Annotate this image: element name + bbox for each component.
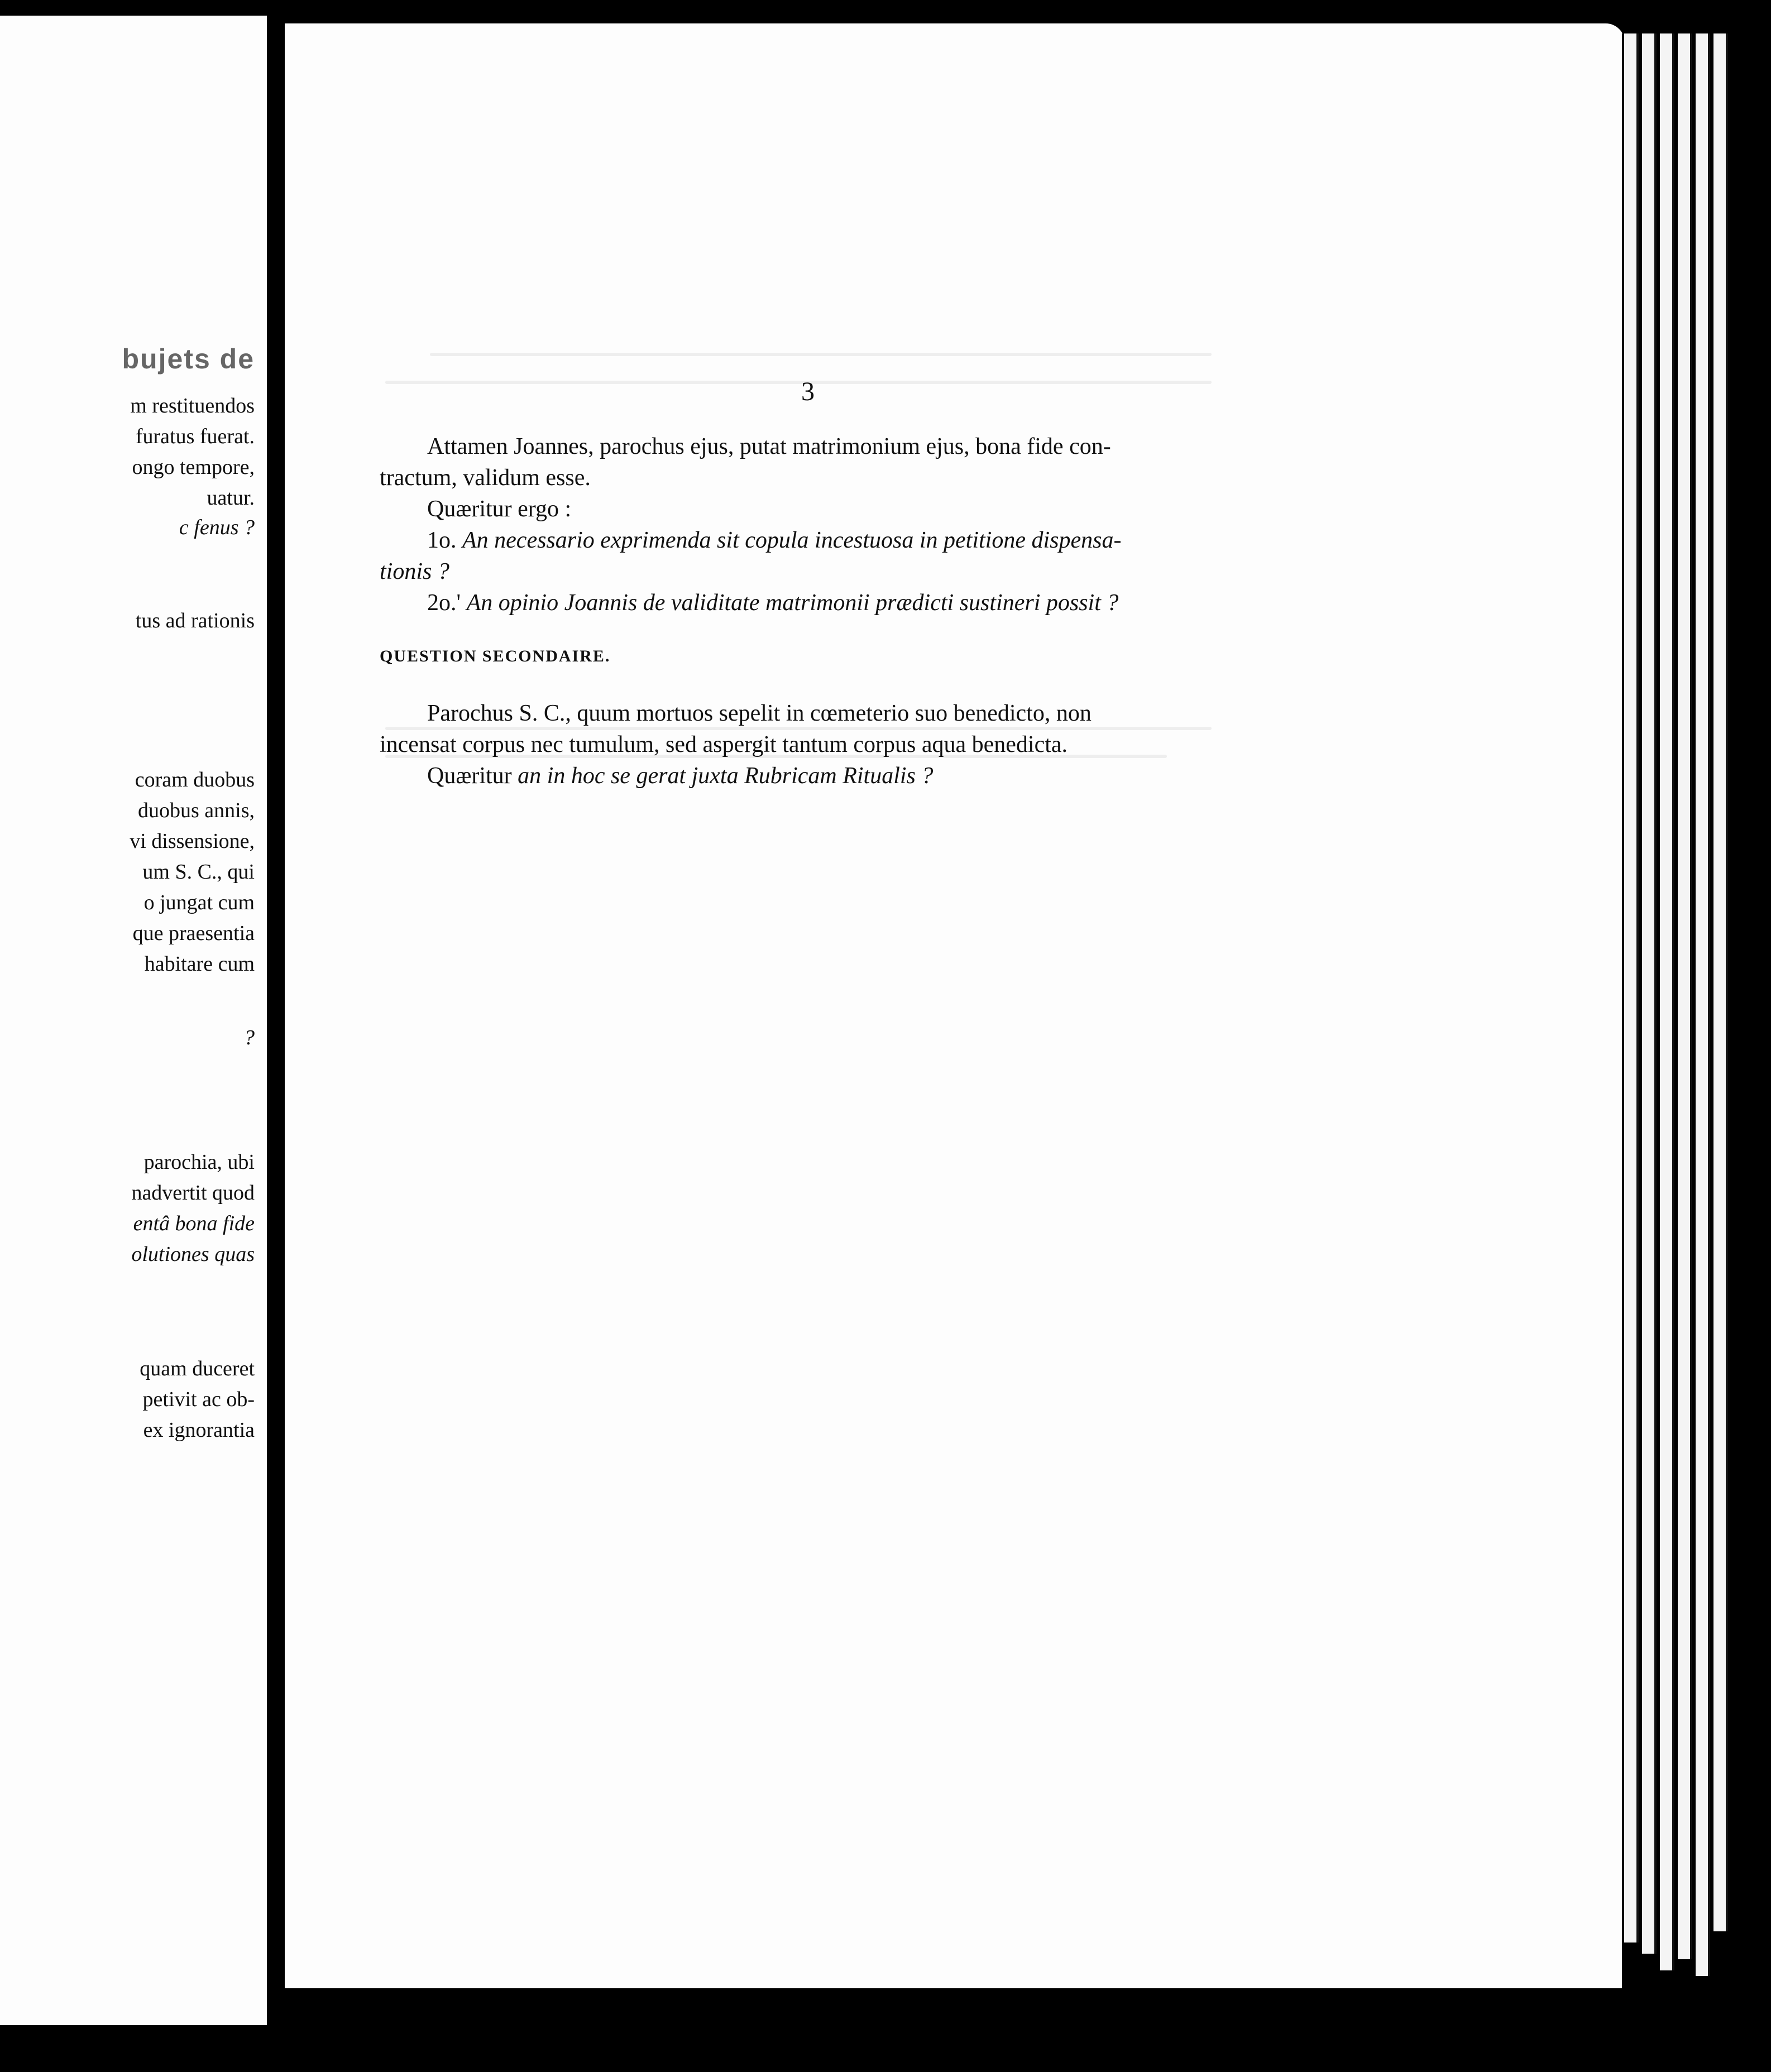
paragraph-parochus-cont <box>380 729 1231 760</box>
question-2 <box>380 587 1231 618</box>
paragraph-quaeritur-ergo <box>380 493 1231 525</box>
left-line: nadvertit quod <box>131 1181 255 1205</box>
left-line: ? <box>244 1026 255 1049</box>
question-text: an in hoc se gerat juxta Rubricam Ritualis ? <box>518 763 934 789</box>
show-through-line <box>385 381 1212 384</box>
page-edge <box>1624 33 1639 1942</box>
question-number: 2o.' <box>427 590 461 616</box>
left-line: que praesentia <box>132 922 255 945</box>
paragraph-text: incensat corpus nec tumulum, sed aspergit tantum corpus aqua benedicta. <box>380 732 1068 757</box>
page-edge <box>1713 33 1728 1931</box>
left-line: o jungat cum <box>143 891 255 914</box>
paragraph-attamen <box>380 431 1231 462</box>
left-heading-fragment: bujets de <box>122 343 255 375</box>
paragraph-text: tractum, validum esse. <box>380 465 591 491</box>
page-edge <box>1678 33 1692 1959</box>
question-1-cont <box>380 556 1231 587</box>
left-line: ex ignorantia <box>143 1418 255 1442</box>
paragraph-text: Quæritur ergo : <box>427 496 572 522</box>
page-edge <box>1642 33 1657 1954</box>
paragraph-text: Quæritur <box>427 763 512 789</box>
left-line: m restituendos <box>130 394 255 418</box>
page-edge <box>1696 33 1710 1976</box>
paragraph-quaeritur-final <box>380 760 1231 792</box>
left-line: duobus annis, <box>138 799 255 822</box>
question-number: 1o. <box>427 527 457 553</box>
left-page-fragment <box>0 16 267 2025</box>
paragraph-parochus <box>380 698 1231 729</box>
left-line: um S. C., qui <box>142 860 255 884</box>
left-line: ongo tempore, <box>132 455 255 479</box>
left-line: petivit ac ob- <box>142 1388 255 1411</box>
show-through-line <box>430 353 1212 356</box>
left-line: c fenus ? <box>179 516 255 539</box>
left-line: entâ bona fide <box>133 1212 255 1235</box>
left-line: tus ad rationis <box>135 609 255 632</box>
question-text: tionis ? <box>380 559 449 584</box>
body-text <box>380 431 1231 792</box>
left-line: olutiones quas <box>131 1243 255 1266</box>
left-line: habitare cum <box>144 952 255 976</box>
paragraph-attamen-cont <box>380 462 1231 493</box>
page-edge <box>1660 33 1674 1970</box>
question-1 <box>380 525 1231 556</box>
left-line: parochia, ubi <box>143 1150 255 1174</box>
left-line: furatus fuerat. <box>135 425 255 448</box>
left-line: uatur. <box>207 486 255 510</box>
left-line: vi dissensione, <box>130 829 255 853</box>
paragraph-text: Parochus S. C., quum mortuos sepelit in cœmeterio suo benedicto, non <box>427 701 1092 726</box>
page-number: 3 <box>801 377 815 406</box>
paragraph-text: Attamen Joannes, parochus ejus, putat matrimonium ejus, bona fide con- <box>427 434 1111 459</box>
page-edges <box>1622 33 1739 1998</box>
binding-gutter <box>267 0 285 2072</box>
left-line: coram duobus <box>135 768 255 792</box>
left-line: quam duceret <box>140 1357 255 1380</box>
section-title: QUESTION SECONDAIRE. <box>380 647 611 665</box>
right-page <box>285 23 1625 1988</box>
question-text: An opinio Joannis de validitate matrimonii prædicti sustineri possit ? <box>466 590 1119 616</box>
question-text: An necessario exprimenda sit copula incestuosa in petitione dispensa- <box>462 527 1122 553</box>
